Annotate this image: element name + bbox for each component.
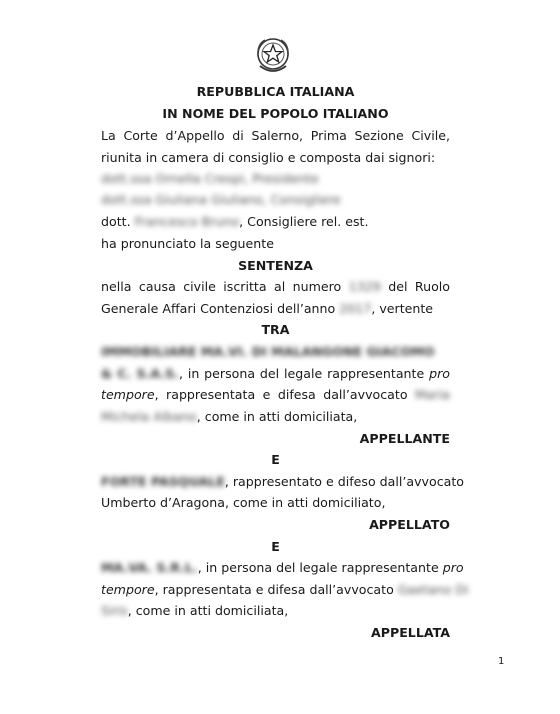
party1-name-line-1: IMMOBILIARE MA.VI. DI MALANGONE GIACOMO	[101, 344, 435, 359]
generale-text-a: Generale Affari Contenziosi dell’anno	[101, 301, 336, 316]
party3-text-b: , rappresentata e difesa dall’avvocato	[154, 582, 394, 597]
causa-text-b: del Ruolo	[388, 279, 450, 294]
party1-lawyer-b: Michela Albano	[101, 409, 197, 424]
party1-text-c: , come in atti domiciliata,	[196, 409, 358, 424]
party1-lawyer-a: Maria	[415, 387, 450, 402]
party3-lawyer-b: Siris	[101, 603, 128, 618]
party1-text-a: , in persona del legale rappresentante	[178, 366, 425, 381]
judge3-name: Francesco Bruno	[134, 214, 240, 229]
party2-line-2: Umberto d’Aragona, come in atti domiciliato,	[101, 495, 386, 510]
party3-line-1	[101, 560, 464, 576]
party1-text-b: , rappresentata e difesa dall’avvocato	[154, 387, 408, 402]
judge-consigliere: dott.ssa Giuliana Giuliano, Consigliere	[101, 192, 341, 207]
conjunction-e-2: E	[271, 539, 280, 554]
party3-text-c: , come in atti domiciliata,	[127, 603, 289, 618]
party1-name-line-2: & C. S.A.S.	[101, 366, 179, 381]
generale-line	[101, 301, 450, 317]
sentenza-heading: SENTENZA	[238, 258, 313, 273]
party3-lawyer-a: Gaetano Di	[397, 582, 469, 597]
party1-tempore: tempore	[101, 387, 155, 402]
party3-line-3	[101, 603, 450, 619]
party1-line-4	[101, 409, 450, 425]
role-appellata: APPELLATA	[371, 625, 450, 640]
party2-line-1	[101, 474, 464, 490]
judge3-prefix: dott.	[101, 214, 131, 229]
party2-text-a: , rappresentato e difeso dall’avvocato	[224, 474, 464, 489]
italian-republic-emblem-icon	[255, 36, 291, 76]
conjunction-e-1: E	[271, 452, 280, 467]
role-appellato: APPELLATO	[369, 517, 450, 532]
judge3-suffix: , Consigliere rel. est.	[239, 214, 369, 229]
party1-line-3	[101, 387, 450, 403]
causa-number: 1329	[348, 279, 381, 294]
judge-president: dott.ssa Ornella Crespi, Presidente	[101, 171, 319, 186]
party3-tempore: tempore	[101, 582, 155, 597]
party1-line-2	[101, 366, 450, 382]
in-name-heading: IN NOME DEL POPOLO ITALIANO	[162, 106, 389, 121]
causa-line	[101, 279, 450, 295]
court-line-2: riunita in camera di consiglio e composta dai signori:	[101, 150, 436, 165]
party3-line-2	[101, 582, 469, 598]
court-line-1: La Corte d’Appello di Salerno, Prima Sezione Civile,	[101, 128, 450, 143]
generale-text-b: , vertente	[371, 301, 434, 316]
page-number: 1	[498, 656, 505, 667]
tra-heading: TRA	[261, 322, 290, 337]
party3-text-a: , in persona del legale rappresentante	[197, 560, 439, 575]
role-appellante: APPELLANTE	[359, 431, 450, 446]
pronounced-line: ha pronunciato la seguente	[101, 236, 274, 251]
causa-year: 2017	[339, 301, 372, 316]
party3-pro: pro	[442, 560, 464, 575]
causa-text-a: nella causa civile iscritta al numero	[101, 279, 342, 294]
party3-name: MA.VA. S.R.L.	[101, 560, 198, 575]
party2-name: FORTE PASQUALE	[101, 474, 225, 489]
party1-pro: pro	[429, 366, 450, 381]
republic-heading: REPUBBLICA ITALIANA	[196, 84, 355, 99]
judge-rapporteur-line	[101, 214, 450, 230]
